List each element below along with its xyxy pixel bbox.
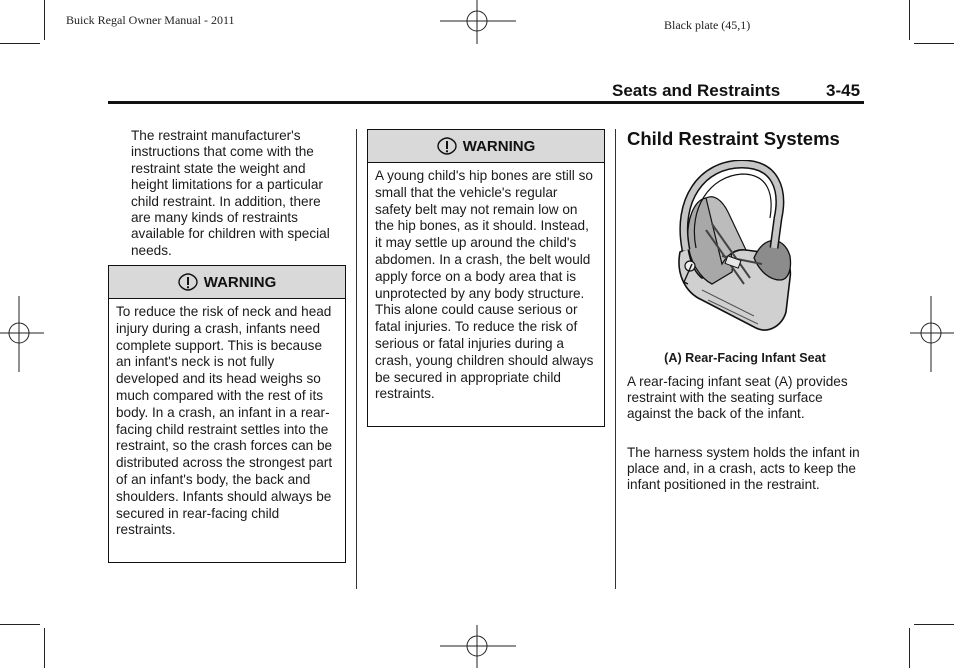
registration-mark-left: [0, 296, 44, 372]
paragraph-rear-facing: A rear-facing infant seat (A) provides restraint with the seating surface against the back of the infant.: [627, 374, 848, 421]
warning-text: A young child's hip bones are still so small that the vehicle's regular safety belt may not remain low on the hip bones, as it should. Instead, it may settle up around the child's abdomen. In a crash, the belt would apply force on a body area that is unprotected by any body structure. This alone could cause serious or fatal injuries. To reduce the risk of serious or fatal injuries during a crash, young children should always be secured in appropriate child restraints.: [375, 168, 594, 402]
crop-mark: [909, 628, 910, 668]
warning-icon: [437, 137, 457, 155]
plate-label: Black plate (45,1): [664, 18, 751, 32]
column-divider: [356, 129, 357, 589]
crop-mark: [44, 628, 45, 668]
registration-mark-right: [910, 296, 954, 372]
warning-box-neck: [108, 265, 346, 563]
warning-label: WARNING: [203, 273, 277, 291]
warning-icon: [178, 273, 198, 291]
registration-mark-top: [440, 0, 516, 44]
manual-title: Buick Regal Owner Manual - 2011: [66, 13, 235, 27]
header-rule: [108, 101, 864, 104]
column-divider: [615, 129, 616, 589]
crop-mark: [0, 43, 40, 44]
crop-mark: [914, 624, 954, 625]
figure-caption: (A) Rear-Facing Infant Seat: [664, 351, 826, 365]
paragraph-harness: The harness system holds the infant in place and, in a crash, acts to keep the infant positioned in the restraint.: [627, 445, 860, 492]
page-number: 3-45: [826, 81, 861, 100]
warning-header: [368, 130, 604, 163]
crop-mark: [909, 0, 910, 40]
intro-paragraph: The restraint manufacturer's instructions that come with the restraint state the weight and height limitations for a particular child restraint. In addition, there are many kinds of restraints available for children with special needs.: [131, 128, 330, 258]
crop-mark: [0, 624, 40, 625]
warning-label: WARNING: [462, 137, 536, 155]
warning-text: To reduce the risk of neck and head injury during a crash, infants need complete support. This is because an infant's neck is not fully developed and its head weighs so much compared with the rest of its body. In a crash, an infant in a rear-facing child restraint settles into the restraint, so the crash forces can be distributed across the strongest part of an infant's body, the back and shoulders. Infants should always be secured in rear-facing child restraints.: [116, 304, 333, 538]
infant-seat-illustration: [672, 160, 802, 336]
crop-mark: [44, 0, 45, 40]
section-title: Seats and Restraints: [612, 81, 781, 100]
warning-header: [109, 266, 345, 299]
registration-mark-bottom: [440, 625, 516, 668]
crop-mark: [914, 43, 954, 44]
child-restraint-heading: Child Restraint Systems: [627, 128, 840, 149]
warning-box-hip: [367, 129, 605, 427]
